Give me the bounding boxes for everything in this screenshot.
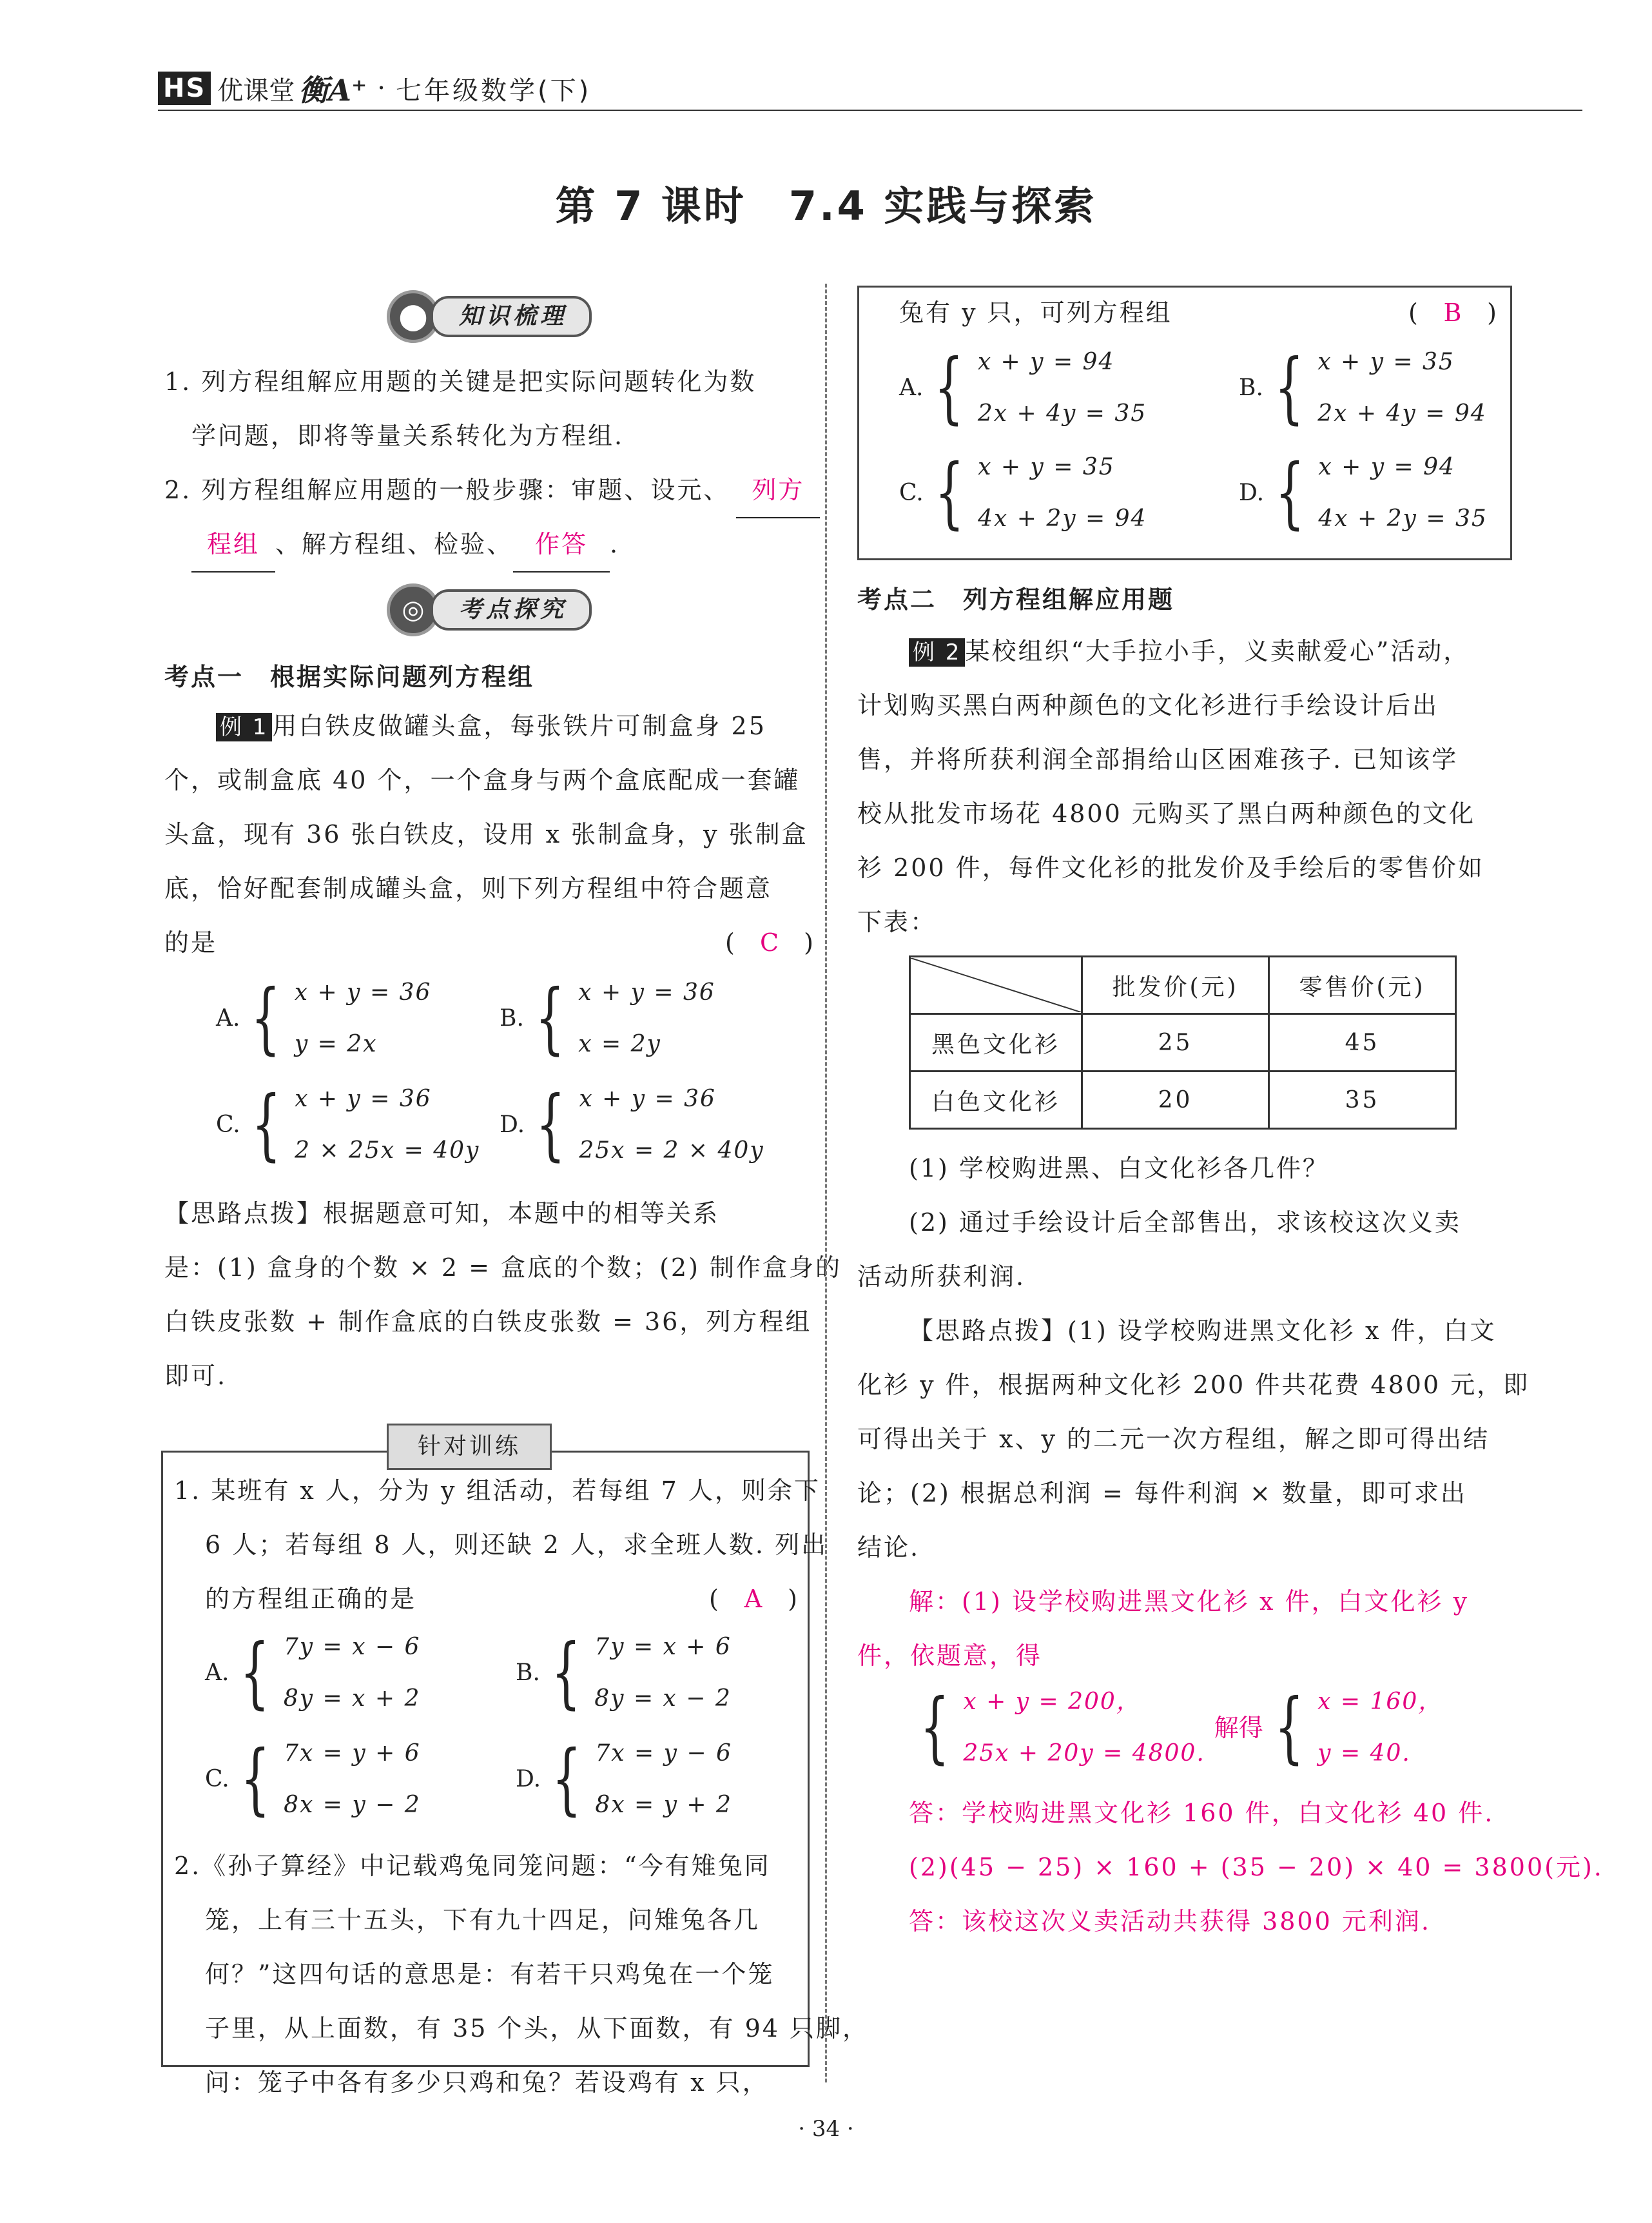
brace-icon: { (535, 974, 565, 1063)
series-name: 优课堂 (217, 75, 295, 106)
q1-option-a (205, 1621, 420, 1725)
option-eq-1: 7x = y + 6 (284, 1740, 421, 1767)
q2-line-5: 问：笼子中各有多少只鸡和兔？若设鸡有 x 只， (205, 2068, 769, 2097)
example1-option-d (500, 1073, 764, 1177)
brace-icon: { (934, 448, 964, 538)
knowledge-item-2-end: . (610, 530, 620, 558)
brand-name: 衡A⁺ (298, 73, 367, 108)
hint2-line-3: 可得出关于 x、y 的二元一次方程组，解之即可得出结 (857, 1425, 1490, 1453)
hint2-line-4: 论；(2) 根据总利润 = 每件利润 × 数量，即可求出 (857, 1479, 1467, 1507)
example2-question-1: (1) 学校购进黑、白文化衫各几件？ (909, 1154, 1329, 1182)
table-header-row (910, 957, 1456, 1014)
solution-answer-2: 答：该校这次义卖活动共获得 3800 元利润. (909, 1907, 1431, 1935)
knowledge-item-1-cont: 学问题，即将等量关系转化为方程组. (191, 422, 625, 450)
header-separator: · (377, 73, 385, 103)
q2-line-3: 何？”这四句话的意思是：有若干只鸡兔在一个笼 (205, 1960, 775, 1988)
q1-line-3: 的方程组正确的是 (205, 1585, 417, 1613)
example2-line-2: 计划购买黑白两种颜色的文化衫进行手绘设计后出 (857, 691, 1439, 720)
q2-option-a (899, 337, 1147, 440)
option-label: B. (500, 1005, 524, 1032)
column-divider (825, 284, 827, 2082)
hint2-line-2: 化衫 y 件，根据两种文化衫 200 件共花费 4800 元，即 (857, 1371, 1530, 1399)
example1-line-2: 个，或制盒底 40 个，一个盒身与两个盒底配成一套罐 (164, 766, 801, 794)
example1-answer (725, 916, 815, 970)
hint2-line-1: 【思路点拨】(1) 设学校购进黑文化衫 x 件，白文 (909, 1317, 1497, 1345)
option-eq-2: 4x + 2y = 94 (978, 505, 1147, 532)
q2-line-4: 子里，从上面数，有 35 个头，从下面数，有 94 只脚， (205, 2014, 870, 2042)
q1-answer (709, 1572, 799, 1626)
q1-line-2: 6 人；若每组 8 人，则还缺 2 人，求全班人数. 列出 (205, 1531, 828, 1559)
hint1-line-2: 是：(1) 盒身的个数 × 2 = 盒底的个数；(2) 制作盒身的 (164, 1253, 842, 1282)
knowledge-item-1: 1. 列方程组解应用题的关键是把实际问题转化为数 (164, 367, 757, 396)
blank-answer-2: 作答 (513, 517, 610, 573)
example2-line-4: 校从批发市场花 4800 元购买了黑白两种颜色的文化 (857, 799, 1475, 828)
option-eq-2: 8x = y + 2 (595, 1792, 732, 1818)
knowledge-badge (387, 290, 592, 343)
q2-option-c (899, 442, 1147, 545)
example1-text-1: 用白铁皮做罐头盒，每张铁片可制盒身 25 (272, 712, 766, 740)
brace-icon: { (240, 1734, 270, 1824)
option-eq-2: 25x = 2 × 40y (579, 1137, 764, 1164)
page-number: · 34 · (798, 2116, 854, 2142)
blank-answer-1a: 列方 (736, 463, 820, 518)
solution-line-1: 解：(1) 设学校购进黑文化衫 x 件，白文化衫 y (909, 1587, 1470, 1616)
brace-icon: { (920, 1683, 950, 1772)
brace-icon: { (251, 1080, 281, 1170)
hint1-line-3: 白铁皮张数 + 制作盒底的白铁皮张数 = 36，列方程组 (164, 1307, 812, 1336)
example2-question-2-cont: 活动所获利润. (857, 1262, 1026, 1291)
option-eq-2: y = 2x (294, 1031, 378, 1057)
result-eq-2: y = 40. (1317, 1740, 1411, 1767)
option-label: D. (516, 1766, 541, 1792)
answer-paren-close: ) (1487, 299, 1499, 327)
table-cell-name: 黑色文化衫 (910, 1014, 1082, 1072)
table-cell-retail: 45 (1269, 1014, 1456, 1072)
q1-option-b (516, 1621, 732, 1725)
option-label: C. (205, 1766, 229, 1792)
magnifier-icon: ◎ (387, 583, 440, 636)
example2-text-1: 某校组织“大手拉小手，义卖献爱心”活动， (965, 637, 1470, 665)
answer-paren-close: ) (804, 928, 815, 957)
option-eq-2: 8x = y − 2 (284, 1792, 421, 1818)
hs-logo: HS (158, 72, 211, 105)
point2-heading: 考点二 列方程组解应用题 (857, 585, 1175, 614)
example2-tag: 例 2 (909, 638, 965, 667)
option-label: D. (1239, 480, 1265, 506)
page-title: 第 7 课时 7.4 实践与探索 (555, 182, 1097, 230)
knowledge-item-2-text: 2. 列方程组解应用题的一般步骤：审题、设元、 (164, 476, 730, 504)
option-eq-1: x + y = 35 (1317, 349, 1455, 375)
q2-line-2: 笼，上有三十五头，下有九十四足，问雉兔各几 (205, 1906, 761, 1934)
q1-answer-value: A (744, 1585, 764, 1613)
example1-tag: 例 1 (216, 713, 272, 741)
brace-icon: { (1274, 343, 1304, 433)
example2-line-3: 售，并将所获利润全部捐给山区困难孩子. 已知该学 (857, 745, 1459, 774)
example1-option-b (500, 967, 715, 1070)
solve-word: 解得 (1214, 1714, 1263, 1742)
table-row (910, 1072, 1456, 1129)
example1-line-3: 头盒，现有 36 张白铁皮，设用 x 张制盒身，y 张制盒 (164, 820, 808, 848)
answer-paren-close: ) (788, 1585, 799, 1613)
brace-icon: { (552, 1734, 582, 1824)
option-eq-2: 8y = x + 2 (283, 1685, 421, 1712)
table-cell-retail: 35 (1269, 1072, 1456, 1129)
option-label: B. (516, 1660, 540, 1686)
knowledge-item-2-mid: 、解方程组、检验、 (275, 530, 514, 558)
solution-line-2: 件，依题意，得 (857, 1641, 1043, 1670)
knowledge-item-2-cont (191, 517, 619, 573)
table-corner-cell (910, 957, 1082, 1014)
example2-line-5: 衫 200 件，每件文化衫的批发价及手绘后的零售价如 (857, 854, 1484, 882)
table-row (910, 1014, 1456, 1072)
example1-option-a (216, 967, 431, 1070)
book-name: 七年级数学(下) (396, 75, 592, 106)
option-label: D. (500, 1112, 525, 1138)
brace-icon: { (934, 343, 964, 433)
option-eq-1: x + y = 36 (295, 1086, 432, 1112)
option-eq-1: x + y = 36 (578, 979, 715, 1006)
q2-line-1: 2.《孙子算经》中记载鸡兔同笼问题：“今有雉兔同 (174, 1852, 771, 1880)
option-eq-2: 2 × 25x = 40y (295, 1137, 480, 1164)
option-eq-1: x + y = 94 (977, 349, 1115, 375)
option-label: A. (899, 375, 924, 401)
answer-paren-open: ( (709, 1585, 721, 1613)
location-pin-icon: ⬤ (387, 290, 440, 343)
example1-answer-value: C (759, 928, 781, 957)
brace-icon: { (251, 974, 281, 1063)
example2-line-6: 下表： (857, 908, 937, 936)
option-eq-1: x + y = 35 (978, 454, 1115, 480)
hint1-line-4: 即可. (164, 1362, 228, 1390)
table-cell-wholesale: 20 (1082, 1072, 1269, 1129)
table-cell-name: 白色文化衫 (910, 1072, 1082, 1129)
blank-answer-1b: 程组 (191, 517, 275, 573)
hint2-line-5: 结论. (857, 1533, 920, 1562)
system-eq-2: 25x + 20y = 4800. (963, 1740, 1205, 1767)
option-eq-2: 4x + 2y = 35 (1318, 505, 1488, 532)
header-rule (158, 110, 1582, 111)
brace-icon: { (1275, 448, 1305, 538)
q2-answer (1408, 286, 1499, 340)
option-eq-2: 2x + 4y = 35 (977, 400, 1147, 427)
option-eq-1: 7y = x + 6 (594, 1634, 732, 1660)
option-label: A. (216, 1005, 240, 1032)
table-header-retail: 零售价(元) (1269, 957, 1456, 1014)
option-eq-1: 7x = y − 6 (595, 1740, 732, 1767)
solution-calc: (2)(45 − 25) × 160 + (35 − 20) × 40 = 3800(元). (909, 1853, 1604, 1881)
option-label: A. (205, 1660, 229, 1686)
page-header (158, 67, 591, 110)
example1-line-1 (216, 699, 766, 753)
diagonal-line (911, 958, 1081, 1012)
price-table (909, 955, 1457, 1130)
brace-icon: { (551, 1628, 581, 1718)
example1-line-4: 底，恰好配套制成罐头盒，则下列方程组中符合题意 (164, 874, 773, 903)
point1-heading: 考点一 根据实际问题列方程组 (164, 663, 535, 691)
option-eq-1: x + y = 36 (294, 979, 432, 1006)
example2-line-1 (909, 624, 1470, 678)
example1-line-5: 的是 (164, 928, 218, 957)
example2-question-2: (2) 通过手绘设计后全部售出，求该校这次义卖 (909, 1208, 1461, 1237)
answer-paren-open: ( (1408, 299, 1420, 327)
explore-badge-label: 考点探究 (431, 589, 592, 631)
q1-option-d (516, 1728, 732, 1831)
table-cell-wholesale: 25 (1082, 1014, 1269, 1072)
q1-option-c (205, 1728, 421, 1831)
training-title: 针对训练 (387, 1424, 552, 1470)
option-label: C. (899, 480, 924, 506)
q2-answer-value: B (1443, 299, 1464, 327)
brace-icon: { (1274, 1683, 1304, 1772)
option-eq-2: x = 2y (578, 1031, 661, 1057)
q1-line-1: 1. 某班有 x 人，分为 y 组活动，若每组 7 人，则余下 (174, 1476, 821, 1505)
option-label: C. (216, 1112, 240, 1138)
option-eq-1: x + y = 36 (579, 1086, 716, 1112)
knowledge-badge-label: 知识梳理 (431, 296, 592, 337)
table-header-wholesale: 批发价(元) (1082, 957, 1269, 1014)
solution-answer-1: 答：学校购进黑文化衫 160 件，白文化衫 40 件. (909, 1799, 1495, 1827)
knowledge-item-2 (164, 463, 820, 518)
solution-system (909, 1676, 1443, 1779)
option-label: B. (1239, 375, 1263, 401)
brace-icon: { (240, 1628, 270, 1718)
example1-option-c (216, 1073, 480, 1177)
q2-option-b (1239, 337, 1487, 440)
option-eq-1: 7y = x − 6 (283, 1634, 421, 1660)
system-eq-1: x + y = 200， (963, 1689, 1141, 1715)
option-eq-2: 8y = x − 2 (594, 1685, 732, 1712)
answer-paren-open: ( (725, 928, 737, 957)
q2-option-d (1239, 442, 1488, 545)
option-eq-1: x + y = 94 (1318, 454, 1455, 480)
explore-badge (387, 583, 592, 636)
brace-icon: { (536, 1080, 566, 1170)
option-eq-2: 2x + 4y = 94 (1317, 400, 1487, 427)
q2-line-6: 兔有 y 只，可列方程组 (899, 299, 1172, 327)
hint1-line-1: 【思路点拨】根据题意可知，本题中的相等关系 (164, 1199, 720, 1228)
result-eq-1: x = 160， (1317, 1689, 1443, 1715)
